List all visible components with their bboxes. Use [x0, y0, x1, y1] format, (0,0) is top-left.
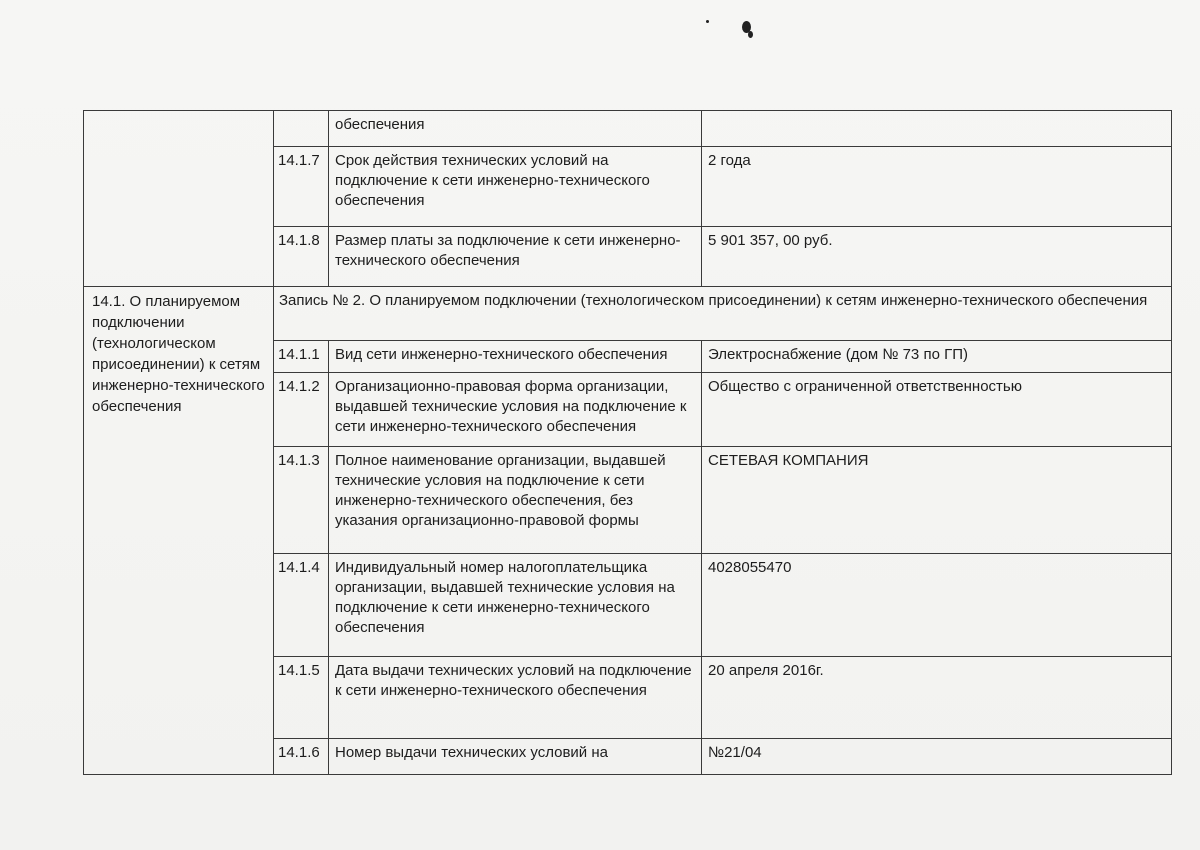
row-value: СЕТЕВАЯ КОМПАНИЯ — [702, 447, 1172, 554]
row-label: Индивидуальный номер налогоплательщика организации, выдавшей технические условия на подключение к сети инженерно-технического обеспечения — [329, 554, 702, 657]
row-value: 4028055470 — [702, 554, 1172, 657]
row-number: 14.1.2 — [274, 373, 329, 447]
row-label: Размер платы за подключение к сети инженерно-технического обеспечения — [329, 227, 702, 287]
row-label: Номер выдачи технических условий на — [329, 739, 702, 775]
scan-speck — [748, 31, 753, 38]
scan-speck — [706, 20, 709, 23]
row-number: 14.1.3 — [274, 447, 329, 554]
row-value: Электроснабжение (дом № 73 по ГП) — [702, 341, 1172, 373]
row-label: Полное наименование организации, выдавшей технические условия на подключение к сети инженерно-технического обеспечения, без указания организационно-правовой формы — [329, 447, 702, 554]
row-value: Общество с ограниченной ответственностью — [702, 373, 1172, 447]
row-value: 20 апреля 2016г. — [702, 657, 1172, 739]
record-header: Запись № 2. О планируемом подключении (технологическом присоединении) к сетям инженерно-технического обеспечения — [274, 287, 1172, 341]
row-number — [274, 111, 329, 147]
document-table — [83, 110, 1172, 775]
row-label: Вид сети инженерно-технического обеспечения — [329, 341, 702, 373]
row-number: 14.1.8 — [274, 227, 329, 287]
row-value: №21/04 — [702, 739, 1172, 775]
row-value — [702, 111, 1172, 147]
row-label: Организационно-правовая форма организации, выдавшей технические условия на подключение к сети инженерно-технического обеспечения — [329, 373, 702, 447]
row-number: 14.1.1 — [274, 341, 329, 373]
row-label: Срок действия технических условий на подключение к сети инженерно-технического обеспечения — [329, 147, 702, 227]
row-number: 14.1.5 — [274, 657, 329, 739]
section-cell-empty — [84, 111, 274, 287]
section-title: 14.1. О планируемом подключении (технологическом присоединении) к сетям инженерно-технического обеспечения — [84, 287, 274, 775]
record-header-row — [84, 287, 1172, 341]
row-label: обеспечения — [329, 111, 702, 147]
row-label: Дата выдачи технических условий на подключение к сети инженерно-технического обеспечения — [329, 657, 702, 739]
row-number: 14.1.4 — [274, 554, 329, 657]
row-number: 14.1.6 — [274, 739, 329, 775]
row-value: 5 901 357, 00 руб. — [702, 227, 1172, 287]
row-number: 14.1.7 — [274, 147, 329, 227]
table-row — [84, 111, 1172, 147]
row-value: 2 года — [702, 147, 1172, 227]
